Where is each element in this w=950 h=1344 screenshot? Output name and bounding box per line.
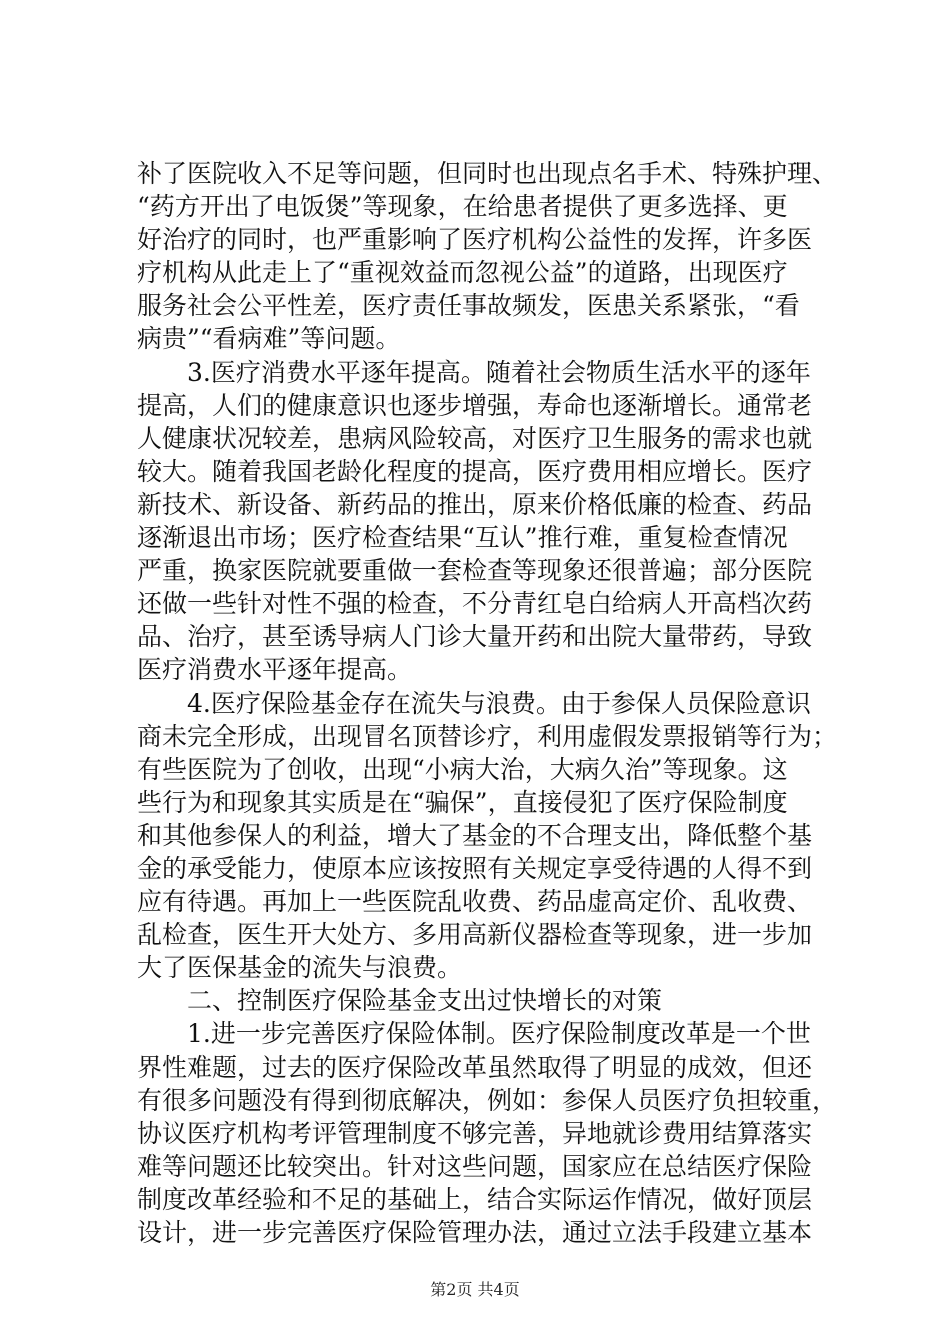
document-body xyxy=(137,157,837,1249)
text-line: 医疗消费水平逐年提高。 xyxy=(137,655,413,685)
text-line: 应有待遇。再加上一些医院乱收费、药品虚高定价、乱收费、 xyxy=(137,887,813,917)
text-line: 金的承受能力，使原本应该按照有关规定享受待遇的人得不到 xyxy=(137,853,813,883)
text-line: 1.进一步完善医疗保险体制。医疗保险制度改革是一个世 xyxy=(187,1019,811,1049)
text-line: “药方开出了电饭煲”等现象，在给患者提供了更多选择、更 xyxy=(137,192,788,222)
text-line: 补了医院收入不足等问题，但同时也出现点名手术、特殊护理、 xyxy=(137,159,838,188)
text-line: 逐渐退出市场；医疗检查结果“互认”推行难，重复检查情况 xyxy=(137,523,788,553)
text-line: 疗机构从此走上了“重视效益而忽视公益”的道路，出现医疗 xyxy=(137,258,788,288)
text-line: 二、控制医疗保险基金支出过快增长的对策 xyxy=(187,986,663,1016)
text-line: 3.医疗消费水平逐年提高。随着社会物质生活水平的逐年 xyxy=(187,357,811,387)
text-line: 协议医疗机构考评管理制度不够完善，异地就诊费用结算落实 xyxy=(137,1118,813,1148)
text-line: 还做一些针对性不强的检查，不分青红皂白给病人开高档次药 xyxy=(137,589,813,619)
text-line: 较大。随着我国老龄化程度的提高，医疗费用相应增长。医疗 xyxy=(137,456,813,486)
text-line: 品、治疗，甚至诱导病人门诊大量开药和出院大量带药，导致 xyxy=(137,622,813,652)
text-line: 难等问题还比较突出。针对这些问题，国家应在总结医疗保险 xyxy=(137,1151,813,1181)
text-line: 服务社会公平性差，医疗责任事故频发，医患关系紧张，“看 xyxy=(137,291,800,321)
text-line: 设计，进一步完善医疗保险管理办法，通过立法手段建立基本 xyxy=(137,1218,813,1247)
text-line: 制度改革经验和不足的基础上，结合实际运作情况，做好顶层 xyxy=(137,1184,813,1214)
text-line: 新技术、新设备、新药品的推出，原来价格低廉的检查、药品 xyxy=(137,489,813,519)
text-line: 些行为和现象其实质是在“骗保”，直接侵犯了医疗保险制度 xyxy=(137,787,788,817)
text-line: 大了医保基金的流失与浪费。 xyxy=(137,953,463,983)
text-line: 提高，人们的健康意识也逐步增强，寿命也逐渐增长。通常老 xyxy=(137,390,813,420)
page-footer: 第2页 共4页 xyxy=(430,1280,520,1299)
text-line: 病贵”“看病难”等问题。 xyxy=(137,324,401,354)
text-line: 界性难题，过去的医疗保险改革虽然取得了明显的成效，但还 xyxy=(137,1052,813,1082)
text-line: 有很多问题没有得到彻底解决，例如：参保人员医疗负担较重， xyxy=(137,1085,838,1115)
text-line: 有些医院为了创收，出现“小病大治，大病久治”等现象。这 xyxy=(137,754,788,784)
text-line: 4.医疗保险基金存在流失与浪费。由于参保人员保险意识 xyxy=(187,688,811,718)
text-line: 乱检查，医生开大处方、多用高新仪器检查等现象，进一步加 xyxy=(137,920,813,950)
text-line: 严重，换家医院就要重做一套检查等现象还很普遍；部分医院 xyxy=(137,556,813,586)
text-line: 商未完全形成，出现冒名顶替诊疗，利用虚假发票报销等行为； xyxy=(137,721,838,751)
text-line: 人健康状况较差，患病风险较高，对医疗卫生服务的需求也就 xyxy=(137,423,813,453)
text-line: 和其他参保人的利益，增大了基金的不合理支出，降低整个基 xyxy=(137,820,813,850)
text-line: 好治疗的同时，也严重影响了医疗机构公益性的发挥，许多医 xyxy=(137,225,813,255)
